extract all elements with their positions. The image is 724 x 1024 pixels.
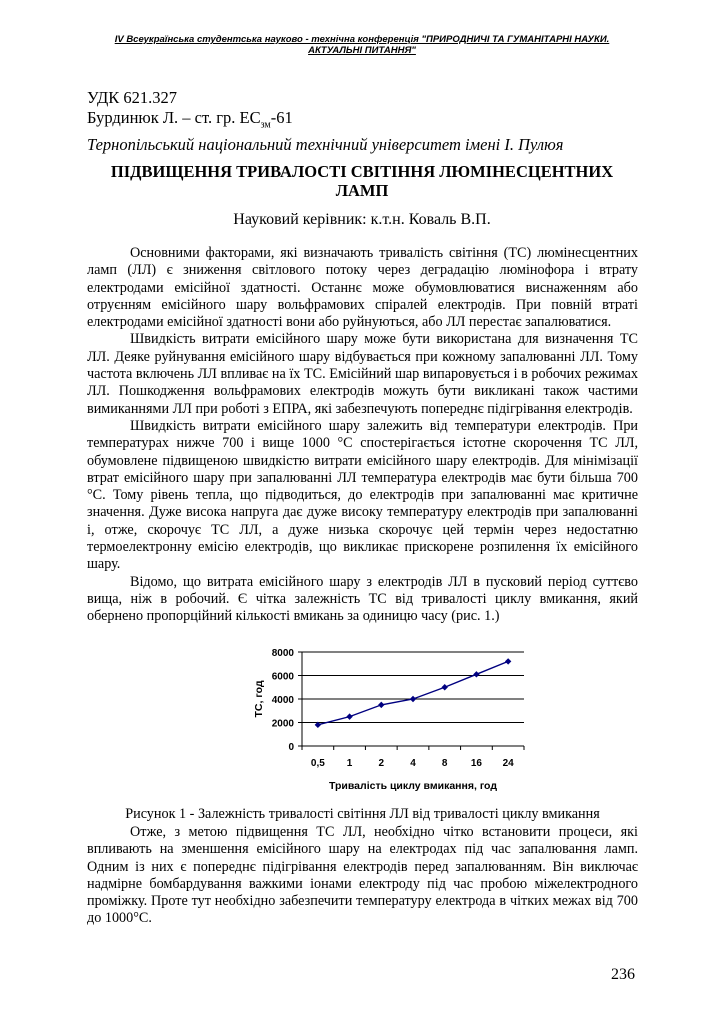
paragraph: Швидкість витрати емісійного шару залежить від температури електродів. При температурах нижче 700 і вище 1000 °С спостерігається істотне скорочення ТС ЛЛ, обумовлене підвищеною швидкістю витрати емісійного шару електродів. Для мінімізації втрат емісійного шару при запалюванні ЛЛ температура електродів має бути більша 700 °С. Тому рівень тепла, що підводиться, до електродів при запалюванні має критичне значення. Дуже висока напруга дає дуже високу температуру електродів при запалюванні і, отже, скорочує ТС ЛЛ, а дуже низька скорочує цей термін через недостатню термоелектронну емісію електродів, що викликає прискорене розпилення їх емісійного шару.: [87, 417, 638, 573]
x-tick-label: 2: [378, 758, 385, 769]
x-tick-label: 8: [441, 758, 448, 769]
body-text-bottom: [87, 824, 638, 928]
paragraph: Швидкість витрати емісійного шару може бути використана для визначення ТС ЛЛ. Деяке руйнування емісійного шару відбувається при кожному запалюванні ЛЛ. Тому частота включень ЛЛ впливає на їх ТС. Емісійний шар випаровується і в робочих режимах ЛЛ. Пошкодження вольфрамових електродів можуть бути викликані також частими вимиканнями ЛЛ при роботі з ЕПРА, які забезпечують попереднє підігрівання електродів.: [87, 331, 638, 417]
data-point: [473, 671, 479, 677]
figure-caption: Рисунок 1 - Залежність тривалості світіння ЛЛ від тривалості циклу вмикання: [125, 806, 600, 822]
chart-svg: [240, 640, 540, 800]
y-tick-label: 0: [288, 742, 294, 753]
x-tick-label: 4: [410, 758, 416, 769]
affiliation: Тернопільський національний технічний університет імені І. Пулюя: [87, 135, 564, 155]
title-line-2: ЛАМП: [335, 181, 389, 200]
header-line-2: АКТУАЛЬНІ ПИТАННЯ": [308, 45, 416, 56]
article-title: [87, 162, 637, 200]
article-meta: [87, 88, 563, 155]
author-line: [87, 108, 563, 135]
page-number: 236: [611, 966, 635, 983]
supervisor: Науковий керівник: к.т.н. Коваль В.П.: [233, 211, 491, 228]
figure-1-chart: [240, 640, 540, 800]
author-subscript: зм: [260, 119, 271, 131]
y-tick-label: 2000: [271, 718, 294, 730]
conference-header: [90, 34, 634, 56]
header-line-1: IV Всеукраїнська студентська науково - технічна конференція "ПРИРОДНИЧІ ТА ГУМАНІТАРНІ НАУКИ.: [114, 34, 610, 45]
x-tick-label: 16: [470, 758, 482, 769]
y-tick-label: 6000: [271, 671, 294, 683]
x-tick-label: 1: [346, 758, 353, 769]
paragraph: Основними факторами, які визначають тривалість світіння (ТС) люмінесцентних ламп (ЛЛ) є зниження світлового потоку через деградацію люмінофора і втрату електродами емісійної здатності. Останнє може обумовлюватися виснаженням або отруєнням емісійного шару вольфрамових спіралей електродів. При повній втраті електродами емісійної здатності вони або руйнуються, або ЛЛ перестає запалюватися.: [87, 245, 638, 331]
y-tick-label: 8000: [271, 648, 294, 659]
data-point: [346, 713, 352, 719]
x-tick-label: 24: [502, 758, 514, 769]
paragraph: Отже, з метою підвищення ТС ЛЛ, необхідно чітко встановити процеси, які впливають на зменшення емісійного шару на електродах під час запалювання ламп. Одним із них є попереднє підігрівання електродів перед запалюванням. Він виключає надмірне бомбардування важкими іонами електроду під час пробою міжелектродного проміжку. Проте тут необхідно забезпечити температуру електрода в чітких межах від 700 до 1000°С.: [87, 824, 638, 927]
data-point: [505, 658, 511, 664]
udc-code: УДК 621.327: [87, 88, 178, 107]
author-suffix: -61: [270, 108, 293, 127]
title-line-1: ПІДВИЩЕННЯ ТРИВАЛОСТІ СВІТІННЯ ЛЮМІНЕСЦЕНТНИХ: [110, 162, 614, 181]
data-point: [378, 702, 384, 708]
series-line: [318, 661, 508, 724]
y-tick-label: 4000: [271, 695, 294, 706]
body-text-top: [87, 245, 638, 626]
x-axis-label: Тривалість циклу вмикання, год: [328, 780, 498, 792]
data-point: [442, 684, 448, 690]
author-prefix: Бурдинюк Л. – ст. гр. ЕС: [87, 108, 261, 127]
paragraph: Відомо, що витрата емісійного шару з електродів ЛЛ в пусковий період суттєво вища, ніж в робочий. Є чітка залежність ТС від тривалості циклу вмикання, який обернено пропорційний кількості вмикань за одиницю часу (рис. 1.): [87, 573, 638, 625]
y-axis-label: ТС, год: [253, 680, 265, 718]
x-tick-label: 0,5: [310, 758, 325, 769]
data-point: [410, 696, 416, 702]
